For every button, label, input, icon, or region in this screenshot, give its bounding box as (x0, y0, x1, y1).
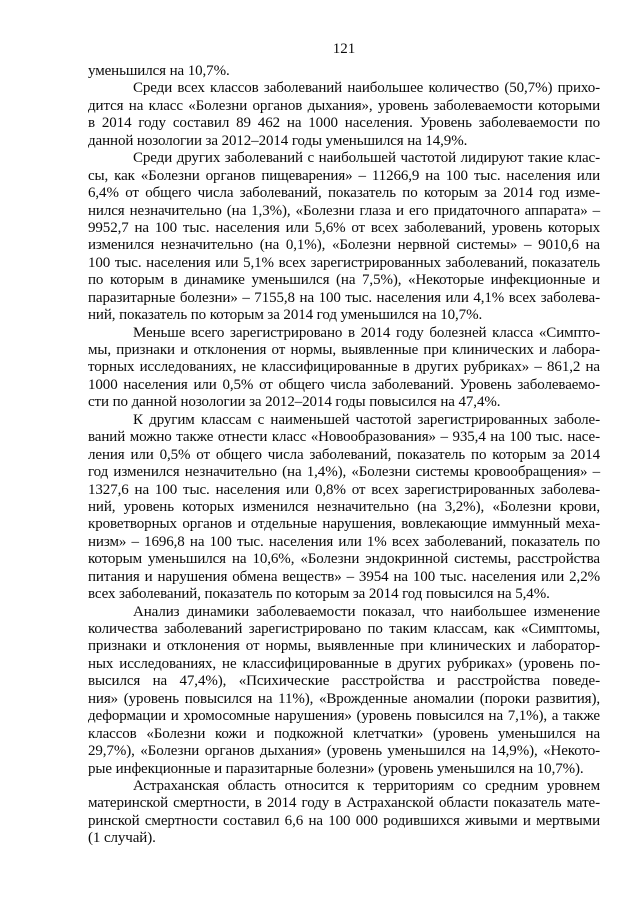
text-line-text: паразитарные болезни» – 7155,8 на 100 тыс. населения или 4,1% всех заболева- (88, 289, 600, 306)
text-line-text: классов «Болезни кожи и подкожной клетчатки» (уровень уменьшился на (88, 725, 600, 742)
text-line-text: торных исследованиях, не классифицированные в других рубриках» – 861,2 на (88, 359, 600, 376)
text-line-text: рые инфекционные и паразитарные болезни» (уровень уменьшился на 10,7%). (88, 760, 584, 777)
text-line (88, 255, 600, 272)
text-line (88, 621, 600, 638)
paragraph (88, 604, 600, 778)
text-line-text: питания и нарушения обмена веществ» – 3954 на 100 тыс. населения или 2,2% (88, 568, 600, 585)
text-line-text: в 2014 году составил 89 462 на 1000 населения. Уровень заболеваемости по (88, 115, 600, 132)
text-line (88, 830, 600, 847)
text-line (88, 429, 600, 446)
text-line (88, 133, 600, 150)
text-line-text: Анализ динамики заболеваемости показал, что наибольшее изменение (133, 603, 600, 620)
text-line (88, 394, 600, 411)
text-line (88, 516, 600, 533)
text-line (88, 569, 600, 586)
text-line-text: деформации и хромосомные нарушения» (уровень повысился на 7,1%), а также (88, 708, 600, 725)
text-line (88, 691, 600, 708)
paragraph (88, 412, 600, 604)
page-number: 121 (332, 41, 356, 57)
text-line-text: по которым в динамике уменьшился (на 7,5%), «Некоторые инфекционные и (88, 272, 600, 289)
text-line-text: (1 случай). (88, 830, 156, 847)
text-line (88, 203, 600, 220)
text-line-text: мы, признаки и отклонения от нормы, выявленные при клинических и лабора- (88, 342, 600, 358)
text-line-text: ления или 0,5% от общего числа заболеваний, показатель по которым за 2014 (88, 446, 600, 463)
text-line (88, 778, 600, 795)
text-line (88, 726, 600, 743)
text-line-text: дится на класс «Болезни органов дыхания», уровень заболеваемости которыми (88, 97, 600, 114)
text-line-text: низм» – 1696,8 на 100 тыс. населения или 1% всех заболеваний, показатель по (88, 533, 600, 550)
text-line (88, 150, 600, 167)
text-line-text: Среди других заболеваний с наибольшей частотой лидируют такие клас- (133, 150, 600, 167)
text-line-text: сти по данной нозологии за 2012–2014 годы повысился на 47,4%. (88, 394, 501, 411)
text-line (88, 237, 600, 254)
text-line (88, 168, 600, 185)
text-line-text: 1000 населения или 0,5% от общего числа заболеваний. Уровень заболеваемо- (88, 376, 600, 393)
text-line-text: уменьшился на 10,7%. (88, 63, 230, 79)
text-line (88, 220, 600, 237)
text-line (88, 98, 600, 115)
paragraph (88, 325, 600, 412)
text-line-text: ния» (уровень повысился на 11%), «Врожденные аномалии (пороки развития), (88, 690, 600, 707)
text-line (88, 813, 600, 830)
text-line (88, 499, 600, 516)
text-line (88, 604, 600, 621)
text-line-text: которым уменьшился на 10,6%, «Болезни эндокринной системы, расстройства (88, 551, 600, 568)
text-line-text: ных исследованиях, не классифицированные в других рубриках» (уровень по- (88, 655, 600, 672)
text-line-text: ний, уровень которых изменился незначительно (на 3,2%), «Болезни крови, (88, 498, 600, 515)
text-line-text: всех заболеваний, показатель по которым за 2014 год повысился на 5,4%. (88, 586, 550, 603)
text-line-text: ний, показатель по которым за 2014 год уменьшился на 10,7%. (88, 307, 483, 324)
text-line (88, 638, 600, 655)
paragraph (88, 80, 600, 150)
text-line-text: количества заболеваний зарегистрировано по таким классам, как «Симптомы, (88, 621, 600, 637)
text-line-text: 9952,7 на 100 тыс. населения или 5,6% от всех заболеваний, уровень которых (88, 219, 600, 236)
text-line (88, 673, 600, 690)
text-line-text: сы, как «Болезни органов пищеварения» – 11266,9 на 100 тыс. населения или (88, 167, 600, 184)
text-line (88, 761, 600, 778)
text-line-text: материнской смертности, в 2014 году в Астраханской области показатель мате- (88, 795, 600, 812)
text-line-text: ваний можно также отнести класс «Новообразования» – 935,4 на 100 тыс. насе- (88, 429, 600, 446)
text-line (88, 290, 600, 307)
text-line (88, 342, 600, 359)
text-line (88, 586, 600, 603)
text-line (88, 359, 600, 376)
text-line (88, 325, 600, 342)
text-line-text: 6,4% от общего числа заболеваний, показатель по которым за 2014 год изме- (88, 185, 600, 202)
text-line-text: изменился незначительно (на 0,1%), «Болезни нервной системы» – 9010,6 на (88, 237, 600, 254)
text-line (88, 80, 600, 97)
text-line (88, 534, 600, 551)
text-line (88, 743, 600, 760)
text-line (88, 307, 600, 324)
text-line-text: нился незначительно (на 1,3%), «Болезни глаза и его придаточного аппарата» – (88, 202, 600, 219)
text-line (88, 464, 600, 481)
text-line-text: Среди всех классов заболеваний наибольшее количество (50,7%) прихо- (133, 80, 600, 97)
text-line (88, 551, 600, 568)
text-line-text: Астраханская область относится к территориям со средним уровнем (133, 777, 600, 794)
page-text (88, 63, 600, 848)
text-line-text: 1327,6 на 100 тыс. населения или 0,8% от всех зарегистрированных заболева- (88, 481, 600, 498)
text-line (88, 377, 600, 394)
text-line-text: ринской смертности составил 6,6 на 100 000 родившихся живыми и мертвыми (88, 812, 600, 829)
text-line-text: К другим классам с наименьшей частотой зарегистрированных заболе- (133, 411, 600, 428)
text-line (88, 447, 600, 464)
paragraph (88, 150, 600, 324)
text-line (88, 185, 600, 202)
text-line-text: признаки и отклонения от нормы, выявленные при клинических и лаборатор- (88, 638, 600, 655)
text-line (88, 795, 600, 812)
text-line-text: данной нозологии за 2012–2014 годы уменьшился на 14,9%. (88, 132, 468, 149)
text-line-text: высился на 47,4%), «Психические расстройства и расстройства поведе- (88, 673, 600, 690)
text-line (88, 708, 600, 725)
text-line (88, 115, 600, 132)
text-line-text: Меньше всего зарегистрировано в 2014 году болезней класса «Симпто- (133, 324, 600, 341)
paragraph (88, 63, 600, 80)
paragraph (88, 778, 600, 848)
text-line-text: кроветворных органов и отдельные нарушения, вовлекающие иммунный меха- (88, 516, 600, 533)
text-line (88, 482, 600, 499)
text-line (88, 656, 600, 673)
text-line (88, 412, 600, 429)
text-line-text: 29,7%), «Болезни органов дыхания» (уровень уменьшился на 14,9%), «Некото- (88, 743, 600, 760)
text-line (88, 272, 600, 289)
text-line-text: год изменился незначительно (на 1,4%), «Болезни системы кровообращения» – (88, 464, 600, 481)
text-line-text: 100 тыс. населения или 5,1% всех зарегистрированных заболеваний, показатель (88, 254, 600, 271)
text-line (88, 63, 600, 80)
